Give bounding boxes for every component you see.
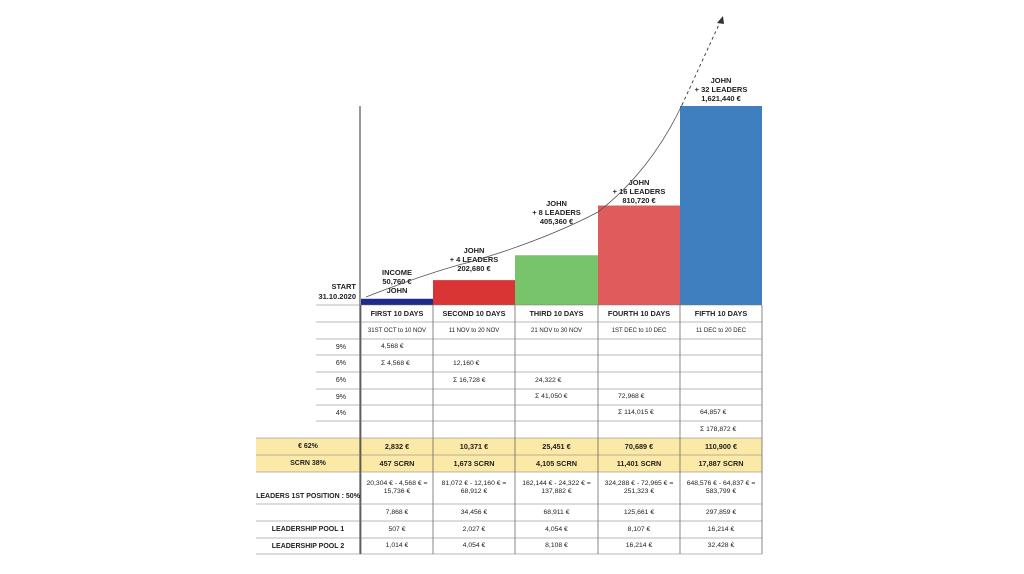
- bar-label-line: 202,680 €: [457, 264, 491, 273]
- column-header: SECOND 10 DAYS: [442, 308, 506, 318]
- table-cell: [598, 339, 680, 355]
- pool1-cell: 2,027 €: [462, 525, 486, 533]
- bar-label-line: JOHN: [546, 199, 567, 208]
- percent-label: 9%: [335, 393, 346, 401]
- table-cell: Σ 114,015 €: [618, 409, 654, 416]
- table-cell: [680, 339, 762, 355]
- pool1-cell: 16,214 €: [707, 525, 735, 533]
- table-cell: [598, 372, 680, 389]
- leaders-half-cell: 297,859 €: [705, 508, 737, 516]
- percent-label: 6%: [335, 377, 346, 384]
- column-header: FIFTH 10 DAYS: [694, 308, 748, 318]
- bar-label-line: 810,720 €: [622, 196, 656, 205]
- table-cell: [361, 372, 433, 389]
- table-cell: Σ 4,568 €: [381, 359, 410, 367]
- table-cell: [680, 389, 762, 405]
- leaders-cell: 20,304 € - 4,568 € = 15,736 €: [366, 480, 428, 495]
- table-cell: [515, 339, 598, 355]
- scrn-cell: 4,105 SCRN: [536, 458, 577, 468]
- scrn-cell: 11,401 SCRN: [616, 458, 662, 468]
- eur-cell: 25,451 €: [542, 441, 571, 451]
- percent-label: 4%: [335, 409, 346, 417]
- bar-label-line: 50,760 €: [382, 277, 412, 286]
- scrn-cell: 1,673 SCRN: [453, 458, 495, 468]
- bar-label-line: JOHN: [710, 76, 732, 85]
- table-cell: [433, 389, 515, 405]
- percent-label: 6%: [335, 360, 346, 367]
- table-cell: [433, 421, 515, 438]
- table-cell: [515, 355, 598, 372]
- table-cell: Σ 16,728 €: [453, 376, 486, 384]
- eur-cell: 2,832 €: [384, 441, 410, 451]
- bar-5: [680, 106, 762, 305]
- table-cell: [433, 339, 515, 355]
- bar-label-line: + 4 LEADERS: [449, 255, 499, 264]
- percent-label: [300, 421, 360, 438]
- eur-cell: 70,689 €: [624, 441, 654, 451]
- table-cell: 24,322 €: [535, 376, 562, 384]
- bar-label-line: + 16 LEADERS: [612, 187, 666, 196]
- start-date: 31.10.2020: [318, 292, 356, 301]
- table-cell: Σ 41,050 €: [535, 393, 568, 400]
- trend-arrow-head: [717, 16, 724, 24]
- column-header: THIRD 10 DAYS: [529, 308, 584, 318]
- bar-label-line: JOHN: [386, 286, 408, 295]
- pool1-cell: 4,054 €: [545, 525, 568, 533]
- table-cell: 12,160 €: [453, 359, 480, 367]
- pool2-cell: 8,108 €: [545, 542, 568, 549]
- pool1-row-label: LEADERSHIP POOL 1: [271, 526, 345, 533]
- table-cell: [680, 355, 762, 372]
- pool2-row-label: LEADERSHIP POOL 2: [271, 542, 345, 550]
- bar-label-line: 1,621,440 €: [701, 94, 741, 103]
- bar-label-line: JOHN: [463, 246, 485, 255]
- bar-label-line: + 8 LEADERS: [532, 208, 581, 217]
- leaders-half-cell: 7,868 €: [385, 508, 409, 516]
- pool1-cell: 507 €: [388, 525, 406, 533]
- percent-label: 9%: [335, 343, 346, 351]
- bar-2: [433, 280, 515, 305]
- pool2-cell: 4,054 €: [462, 542, 486, 549]
- table-cell: Σ 178,872 €: [700, 425, 737, 433]
- bar-label-line: + 32 LEADERS: [694, 85, 748, 94]
- eur-cell: 10,371 €: [459, 441, 489, 451]
- scrn-cell: 457 SCRN: [379, 458, 415, 468]
- table-cell: 4,568 €: [381, 343, 404, 350]
- bar-label-line: 405,360 €: [539, 217, 574, 226]
- eur-cell: 110,900 €: [704, 441, 738, 451]
- table-cell: [598, 355, 680, 372]
- table-cell: 72,968 €: [618, 393, 645, 400]
- table-cell: 64,857 €: [700, 409, 727, 416]
- trend-arrow-line: [682, 20, 721, 105]
- pool1-cell: 8,107 €: [627, 525, 651, 533]
- leaders-half-cell: 68,911 €: [543, 508, 570, 516]
- column-header: FOURTH 10 DAYS: [607, 308, 671, 318]
- table-cell: [515, 421, 598, 438]
- bar-3: [515, 255, 598, 305]
- column-header: FIRST 10 DAYS: [370, 308, 424, 318]
- column-date: 1ST DEC to 10 DEC: [611, 327, 667, 334]
- leaders-cell: 324,288 € - 72,965 € = 251,323 €: [604, 480, 674, 495]
- column-date: 11 DEC to 20 DEC: [696, 327, 746, 334]
- leaders-cell: 162,144 € - 24,322 € = 137,882 €: [522, 480, 591, 495]
- pool2-cell: 32,428 €: [707, 542, 735, 549]
- table-cell: [515, 405, 598, 421]
- pool2-cell: 16,214 €: [625, 542, 653, 549]
- leaders-half-cell: 125,661 €: [623, 508, 655, 516]
- leaders-half-cell: 34,456 €: [460, 508, 488, 516]
- column-date: 21 NOV to 30 NOV: [530, 327, 583, 334]
- column-date: 11 NOV to 20 NOV: [448, 327, 500, 334]
- eur-row-label: € 62%: [298, 443, 318, 450]
- bar-4: [598, 206, 680, 306]
- leaders-row-label: LEADERS 1ST POSITION : 50%: [256, 493, 360, 500]
- table-cell: [361, 389, 433, 405]
- leaders-cell: 81,072 € - 12,160 € = 68,912 €: [441, 480, 507, 495]
- scrn-cell: 17,887 SCRN: [698, 458, 744, 468]
- table-cell: [361, 421, 433, 438]
- column-date: 31ST OCT to 10 NOV: [367, 327, 427, 334]
- leaders-cell: 648,576 € - 64,837 € = 583,799 €: [686, 480, 756, 495]
- bar-label-line: INCOME: [382, 268, 412, 277]
- start-text: START: [331, 282, 356, 291]
- bar-label-line: JOHN: [628, 178, 650, 187]
- pool2-cell: 1,014 €: [385, 542, 409, 549]
- table-cell: [680, 372, 762, 389]
- scrn-row-label: SCRN 38%: [290, 460, 326, 467]
- table-cell: [361, 405, 433, 421]
- table-cell: [598, 421, 680, 438]
- table-cell: [433, 405, 515, 421]
